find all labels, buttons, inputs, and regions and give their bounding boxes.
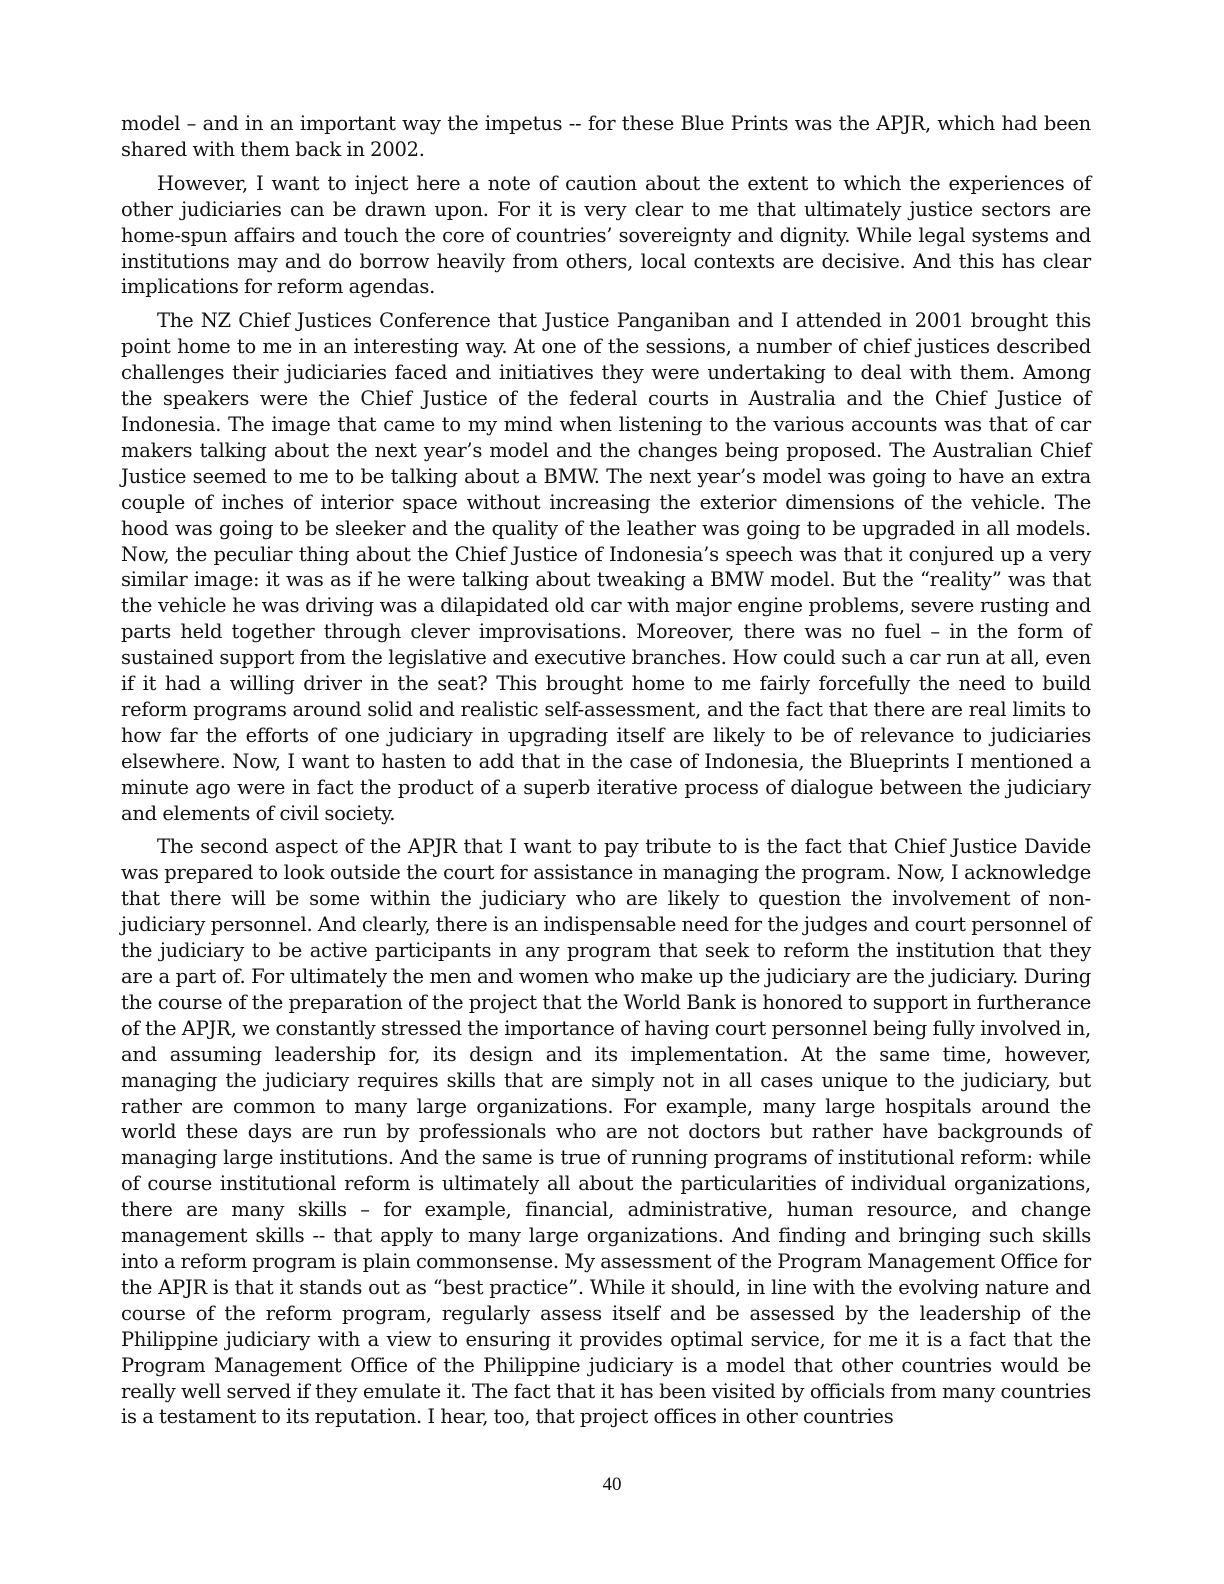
paragraph-second-aspect: The second aspect of the APJR that I want to pay tribute to is the fact that Chief Justice Davide was prepared to look outside the court for assistance in managing the program. Now, I acknowledge that there will be some within the judiciary who are likely to question the involvement of non-judiciary personnel. And clearly, there is an indispensable need for the judges and court personnel of the judiciary to be active participants in any program that seek to reform the institution that they are a part of. For ultimately the men and women who make up the judiciary are the judiciary. During the course of the preparation of the project that the World Bank is honored to support in furtherance of the APJR, we constantly stressed the importance of having court personnel being fully involved in, and assuming leadership for, its design and its implementation. At the same time, however, managing the judiciary requires skills that are simply not in all cases unique to the judiciary, but rather are common to many large organizations. For example, many large hospitals around the world these days are run by professionals who are not doctors but rather have backgrounds of managing large institutions. And the same is true of running programs of institutional reform: while of course institutional reform is ultimately all about the particularities of individual organizations, there are many skills – for example, financial, administrative, human resource, and change management skills -- that apply to many large organizations. And finding and bringing such skills into a reform program is plain commonsense. My assessment of the Program Management Office for the APJR is that it stands out as “best practice”. While it should, in line with the evolving nature and course of the reform program, regularly assess itself and be assessed by the leadership of the Philippine judiciary with a view to ensuring it provides optimal service, for me it is a fact that the Program Management Office of the Philippine judiciary is a model that other countries would be really well served if they emulate it. The fact that it has been visited by officials from many countries is a testament to its reputation. I hear, too, that project offices in other countries	[121, 835, 1091, 1429]
paragraph-nz-conference: The NZ Chief Justices Conference that Justice Panganiban and I attended in 2001 brought this point home to me in an interesting way. At one of the sessions, a number of chief justices described challenges their judiciaries faced and initiatives they were undertaking to deal with them. Among the speakers were the Chief Justice of the federal courts in Australia and the Chief Justice of Indonesia. The image that came to my mind when listening to the various accounts was that of car makers talking about the next year’s model and the changes being proposed. The Australian Chief Justice seemed to me to be talking about a BMW. The next year’s model was going to have an extra couple of inches of interior space without increasing the exterior dimensions of the vehicle. The hood was going to be sleeker and the quality of the leather was going to be upgraded in all models. Now, the peculiar thing about the Chief Justice of Indonesia’s speech was that it conjured up a very similar image: it was as if he were talking about tweaking a BMW model. But the “reality” was that the vehicle he was driving was a dilapidated old car with major engine problems, severe rusting and parts held together through clever improvisations. Moreover, there was no fuel – in the form of sustained support from the legislative and executive branches. How could such a car run at all, even if it had a willing driver in the seat? This brought home to me fairly forcefully the need to build reform programs around solid and realistic self-assessment, and the fact that there are real limits to how far the efforts of one judiciary in upgrading itself are likely to be of relevance to judiciaries elsewhere. Now, I want to hasten to add that in the case of Indonesia, the Blueprints I mentioned a minute ago were in fact the product of a superb iterative process of dialogue between the judiciary and elements of civil society.	[121, 309, 1091, 825]
document-body	[121, 111, 1091, 1438]
paragraph-caution: However, I want to inject here a note of caution about the extent to which the experiences of other judiciaries can be drawn upon. For it is very clear to me that ultimately justice sectors are home-spun affairs and touch the core of countries’ sovereignty and dignity. While legal systems and institutions may and do borrow heavily from others, local contexts are decisive. And this has clear implications for reform agendas.	[121, 171, 1091, 299]
paragraph-continued: model – and in an important way the impetus -- for these Blue Prints was the APJR, which had been shared with them back in 2002.	[121, 112, 1091, 161]
page-number: 40	[602, 1474, 622, 1495]
